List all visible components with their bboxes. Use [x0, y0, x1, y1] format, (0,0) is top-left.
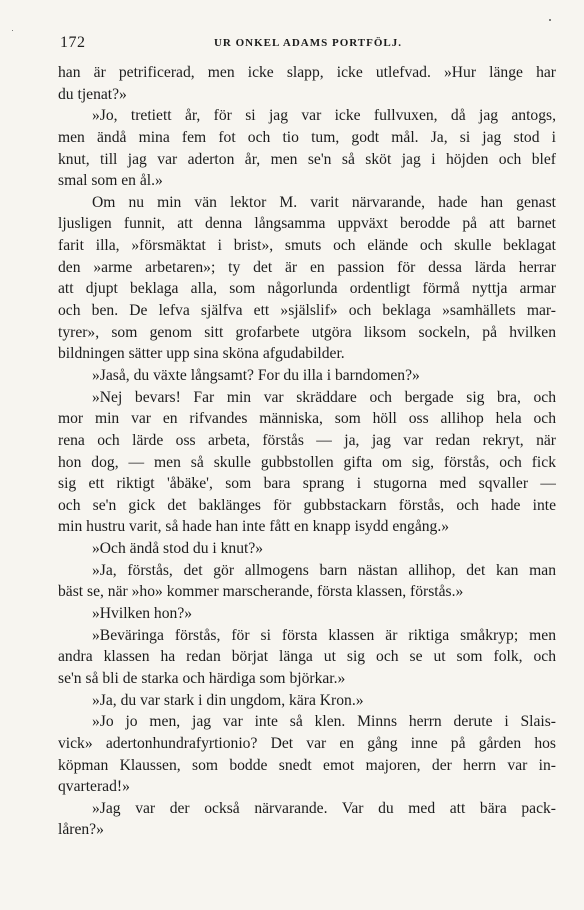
text-line: »Och ändå stod du i knut?» — [92, 540, 264, 558]
text-line: qvarterad!» — [58, 778, 130, 796]
text-line: smal som en ål.» — [58, 172, 163, 190]
scan-speck — [12, 30, 13, 31]
text-line: vick» adertonhundrafyrtionio? Det var en gång inne på gården hos — [58, 734, 556, 752]
text-line: se'n så bli de starka och härdiga som björkar.» — [58, 669, 346, 687]
text-line: farit illa, »försmäktat i brist», smuts och elände och skulle beklagat — [58, 237, 556, 255]
text-line: hon dog, — men så skulle gubbstollen gifta om sig, förstås, och fick — [58, 453, 556, 471]
text-line: »Jo, tretiett år, för si jag var icke fullvuxen, då jag antogs, — [92, 107, 556, 125]
text-line: men ändå mina fem fot och tio tum, godt mål. Ja, si jag stod i — [58, 128, 556, 146]
text-line: »Ja, förstås, det gör allmogens barn nästan allihop, det kan man — [92, 561, 556, 579]
text-line: sig ett riktigt 'åbäke', som bara sprang i stugorna med sqvaller — — [58, 475, 556, 493]
text-line: låren?» — [58, 821, 104, 839]
text-line: tyrer», som genom sitt grofarbete utgöra liksom sockeln, på hvilken — [58, 323, 556, 341]
text-line: och ben. De lefva själfva ett »själslif» och beklaga »samhällets mar- — [58, 302, 556, 320]
text-line: »Beväringa förstås, för si första klassen är riktiga småkryp; men — [92, 626, 556, 644]
text-line: Om nu min vän lektor M. varit närvarande, hade han genast — [92, 193, 556, 211]
text-line: mor min var en rifvandes människa, som höll oss allihop hela och — [58, 410, 556, 428]
text-line: han är petrificerad, men icke slapp, icke utlefvad. »Hur länge har — [58, 64, 556, 81]
text-line: »Jag var der också närvarande. Var du med att bära pack- — [92, 799, 556, 817]
text-line: »Ja, du var stark i din ungdom, kära Kron.» — [92, 691, 364, 709]
text-line: köpman Klaussen, som bodde snedt emot majoren, der herrn var in- — [58, 756, 556, 774]
text-line: du tjenat?» — [58, 85, 127, 103]
text-line: den »arme arbetaren»; ty det är en passion för dessa lärda herrar — [58, 258, 556, 276]
text-line: »Jaså, du växte långsamt? For du illa i barndomen?» — [92, 366, 420, 384]
text-line: »Nej bevars! Far min var skräddare och bergade sig bra, och — [92, 388, 556, 406]
text-line: »Jo jo men, jag var inte så klen. Minns herrn derute i Slais- — [92, 713, 556, 731]
page-header — [60, 34, 556, 54]
text-line: att djupt beklaga alla, som någorlunda ordentligt förmå nyttja armar — [58, 280, 556, 298]
scan-speck — [549, 19, 551, 21]
body-text — [58, 62, 556, 841]
text-line: »Hvilken hon?» — [92, 605, 193, 623]
text-line: bildningen sätter upp sina sköna afgudabilder. — [58, 345, 345, 363]
text-line: andra klassen ha redan börjat länga ut sig och se ut som folk, och — [58, 648, 556, 666]
page-number: 172 — [60, 34, 86, 51]
text-line: bäst se, när »ho» kommer marscherande, första klassen, förstås.» — [58, 583, 464, 601]
text-line: min hustru varit, så hade han inte fått en knapp isydd engång.» — [58, 518, 450, 536]
running-head: UR ONKEL ADAMS PORTFÖLJ. — [213, 37, 403, 49]
text-line: och se'n gick det baklänges för gubbstackarn förstås, och hade inte — [58, 496, 556, 514]
text-line: ljusligen funnit, att denna långsamma uppväxt berodde på att barnet — [58, 215, 556, 233]
text-line: knut, till jag var aderton år, men se'n så sköt jag i höjden och blef — [58, 150, 556, 168]
text-line: rena och lärde oss arbeta, förstås — ja, jag var redan rekryt, när — [58, 431, 556, 449]
